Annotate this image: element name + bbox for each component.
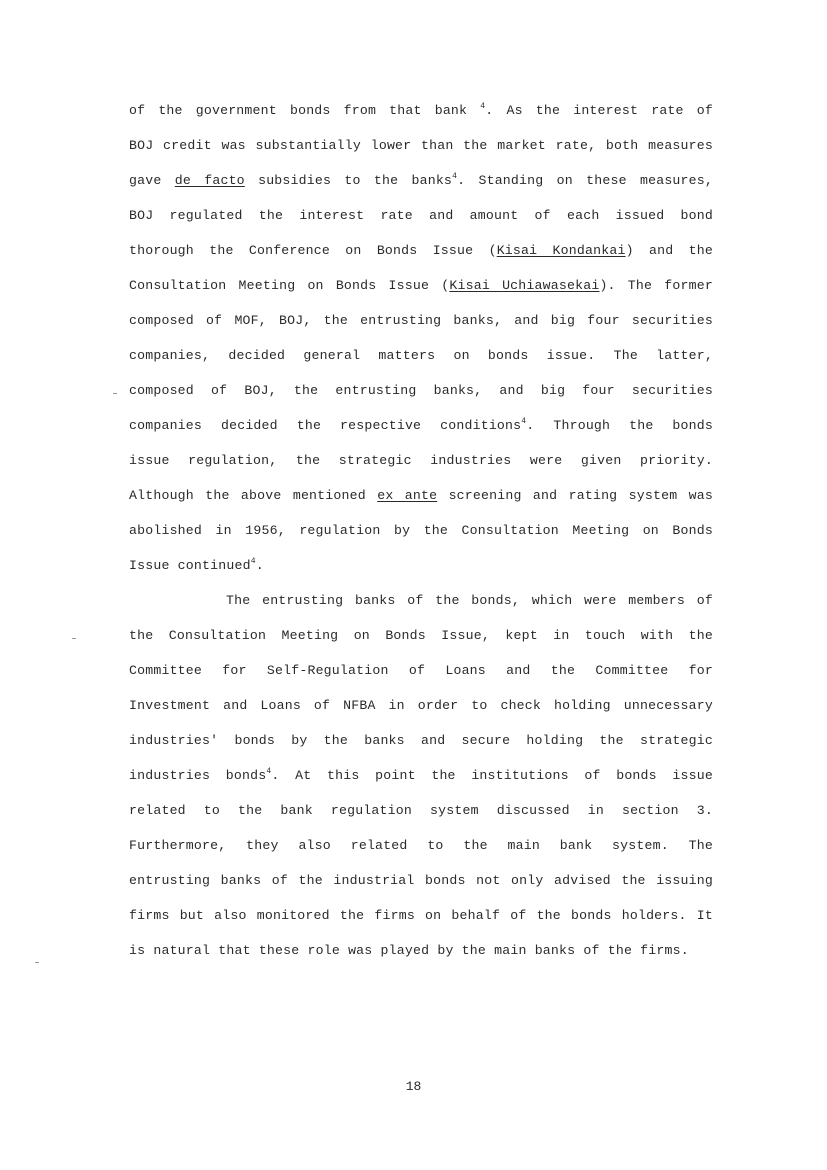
text-run: Although the above mentioned [129, 488, 378, 503]
text-line [226, 592, 713, 610]
text-line [129, 487, 713, 505]
text-line [129, 102, 713, 120]
text-run: abolished in 1956, regulation by the Consultation Meeting on Bonds [129, 523, 713, 538]
text-line [129, 802, 713, 820]
text-line [129, 277, 713, 295]
text-run: BOJ credit was substantially lower than the market rate, both measures [129, 138, 713, 153]
footnote-marker: 4 [480, 102, 486, 111]
text-run: industries bonds [129, 768, 267, 783]
footnote-marker: 4 [250, 557, 256, 566]
text-run: composed of BOJ, the entrusting banks, and big four securities [129, 383, 713, 398]
text-run: firms but also monitored the firms on behalf of the bonds holders. It [129, 908, 713, 923]
text-run: . [255, 558, 264, 573]
text-line [129, 837, 713, 855]
text-run: companies, decided general matters on bonds issue. The latter, [129, 348, 713, 363]
text-run: composed of MOF, BOJ, the entrusting banks, and big four securities [129, 313, 713, 328]
text-run: issue regulation, the strategic industries were given priority. [129, 453, 713, 468]
text-line [129, 627, 713, 645]
scan-speck [35, 962, 39, 963]
footnote-marker: 4 [452, 172, 458, 181]
text-line [129, 347, 713, 365]
text-line [129, 767, 713, 785]
text-run: entrusting banks of the industrial bonds not only advised the issuing [129, 873, 713, 888]
footnote-marker: 4 [266, 767, 272, 776]
text-line [129, 697, 713, 715]
text-run: . As the interest rate of [485, 103, 713, 118]
text-run: Committee for Self-Regulation of Loans and the Committee for [129, 663, 713, 678]
text-line [129, 942, 713, 960]
text-run: related to the bank regulation system discussed in section 3. [129, 803, 713, 818]
text-run: ). The former [599, 278, 713, 293]
text-run: the Consultation Meeting on Bonds Issue, kept in touch with the [129, 628, 713, 643]
text-line [129, 417, 713, 435]
text-line [129, 242, 713, 260]
underlined-term: de facto [174, 173, 245, 188]
text-line [129, 382, 713, 400]
underlined-term: ex ante [377, 488, 438, 503]
page-number: 18 [405, 1079, 422, 1094]
text-run: screening and rating system was [437, 488, 713, 503]
text-run: Issue continued [129, 558, 251, 573]
scan-speck [113, 393, 117, 394]
text-run: Furthermore, they also related to the main bank system. The [129, 838, 713, 853]
text-line [129, 557, 713, 575]
text-line [129, 732, 713, 750]
text-run: industries' bonds by the banks and secure holding the strategic [129, 733, 713, 748]
text-line [129, 137, 713, 155]
text-run: gave [129, 173, 175, 188]
text-run: ) and the [625, 243, 713, 258]
underlined-term: Kisai Uchiawasekai [449, 278, 600, 293]
text-run: BOJ regulated the interest rate and amount of each issued bond [129, 208, 713, 223]
text-run: Investment and Loans of NFBA in order to check holding unnecessary [129, 698, 713, 713]
scan-speck [72, 638, 76, 639]
text-run: The entrusting banks of the bonds, which were members of [226, 593, 713, 608]
text-run: companies decided the respective conditions [129, 418, 522, 433]
text-line [129, 907, 713, 925]
text-run: subsidies to the banks [244, 173, 453, 188]
text-run: thorough the Conference on Bonds Issue ( [129, 243, 497, 258]
text-line [129, 207, 713, 225]
text-line [129, 172, 713, 190]
text-line [129, 452, 713, 470]
text-run: of the government bonds from that bank [129, 103, 481, 118]
underlined-term: Kisai Kondankai [496, 243, 626, 258]
text-run: . At this point the institutions of bonds issue [271, 768, 713, 783]
text-run: . Standing on these measures, [457, 173, 713, 188]
text-line [129, 662, 713, 680]
text-run: is natural that these role was played by the main banks of the firms. [129, 943, 689, 958]
text-line [129, 312, 713, 330]
text-run: Consultation Meeting on Bonds Issue ( [129, 278, 450, 293]
text-line [129, 872, 713, 890]
text-run: . Through the bonds [526, 418, 713, 433]
text-line [129, 522, 713, 540]
footnote-marker: 4 [521, 417, 527, 426]
